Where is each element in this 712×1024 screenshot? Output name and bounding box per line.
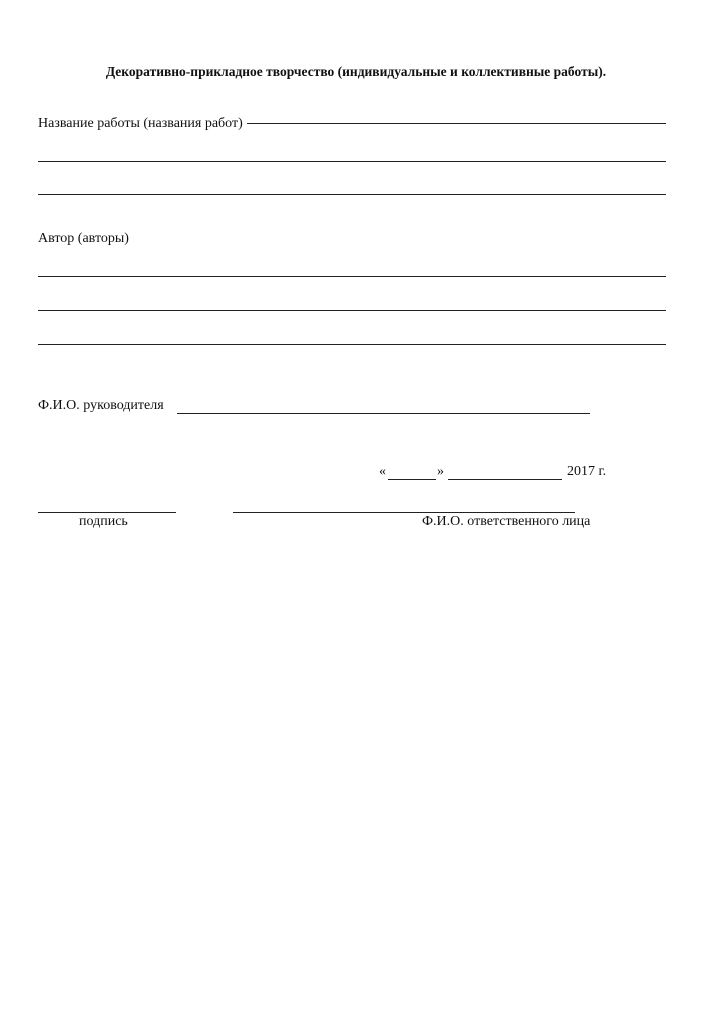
responsible-name-field[interactable]: [233, 512, 575, 513]
leader-label: Ф.И.О. руководителя: [38, 398, 164, 413]
authors-line-3[interactable]: [38, 344, 666, 345]
responsible-caption: Ф.И.О. ответственного лица: [422, 514, 591, 529]
signature-caption: подпись: [79, 514, 128, 529]
date-year: 2017 г.: [567, 464, 607, 479]
date-close-quote: »: [437, 464, 444, 479]
leader-field[interactable]: [177, 413, 590, 414]
authors-label: Автор (авторы): [38, 231, 129, 246]
work-name-field[interactable]: [247, 122, 666, 124]
authors-line-2[interactable]: [38, 310, 666, 311]
work-name-label: Название работы (названия работ): [38, 116, 243, 131]
work-name-row: [38, 116, 666, 132]
date-open-quote: «: [379, 464, 386, 479]
work-name-line-3[interactable]: [38, 194, 666, 195]
work-name-line-2[interactable]: [38, 161, 666, 162]
page-title: Декоративно-прикладное творчество (индивидуальные и коллективные работы).: [105, 64, 607, 79]
date-day-field[interactable]: [388, 479, 436, 480]
date-month-field[interactable]: [448, 479, 562, 480]
authors-line-1[interactable]: [38, 276, 666, 277]
signature-field[interactable]: [38, 512, 176, 513]
